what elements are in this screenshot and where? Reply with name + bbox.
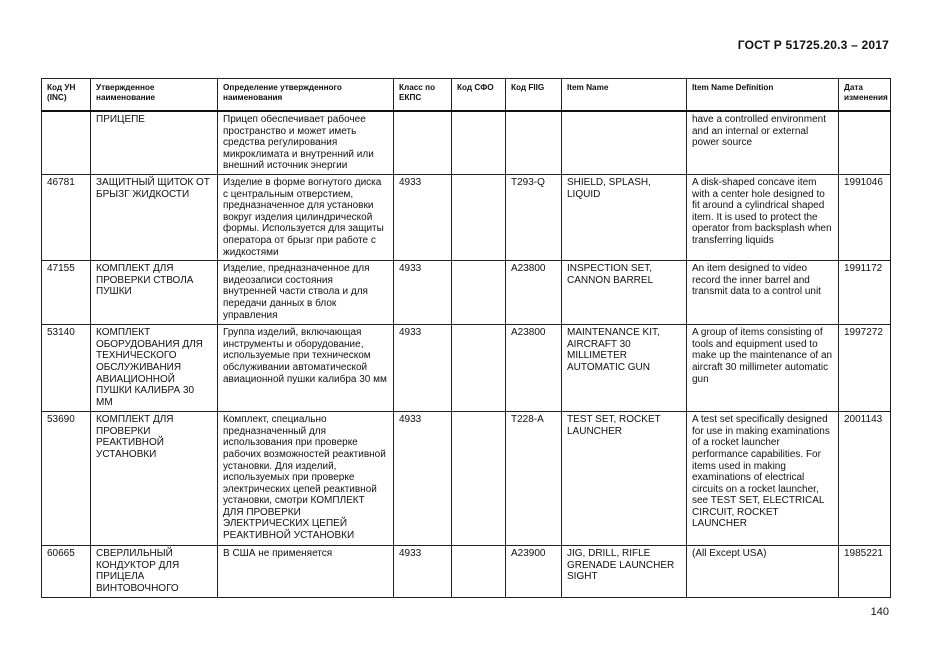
- catalog-table: [41, 78, 891, 598]
- table-row: [42, 546, 891, 597]
- cell-item-name: [562, 111, 687, 174]
- cell-item-definition: A group of items consisting of tools and equipment used to make up the maintenance of an aircraft 30 millimeter automatic gun: [687, 325, 839, 412]
- cell-fiig: A23900: [506, 546, 562, 597]
- cell-name: СВЕРЛИЛЬНЫЙ КОНДУКТОР ДЛЯ ПРИЦЕЛА ВИНТОВОЧНОГО: [91, 546, 218, 597]
- cell-item-definition: have a controlled environment and an internal or external power source: [687, 111, 839, 174]
- cell-item-name: SHIELD, SPLASH, LIQUID: [562, 174, 687, 260]
- cell-item-definition: An item designed to video record the inner barrel and transmit data to a control unit: [687, 261, 839, 325]
- cell-sfo: [452, 412, 506, 546]
- table-row: [42, 174, 891, 260]
- cell-item-name: INSPECTION SET, CANNON BARREL: [562, 261, 687, 325]
- cell-name: КОМПЛЕКТ ДЛЯ ПРОВЕРКИ СТВОЛА ПУШКИ: [91, 261, 218, 325]
- table-row: [42, 261, 891, 325]
- cell-fiig: [506, 111, 562, 174]
- cell-name: КОМПЛЕКТ ДЛЯ ПРОВЕРКИ РЕАКТИВНОЙ УСТАНОВКИ: [91, 412, 218, 546]
- header-item-name: Item Name: [562, 79, 687, 112]
- cell-definition: Изделие, предназначенное для видеозаписи состояния внутренней части ствола и для передачи данных в блок управления: [218, 261, 394, 325]
- cell-date: 1985221: [839, 546, 891, 597]
- header-class: Класс по ЕКПС: [394, 79, 452, 112]
- table-header-row: [42, 79, 891, 112]
- table-row: [42, 325, 891, 412]
- header-sfo: Код СФО: [452, 79, 506, 112]
- cell-name: ПРИЦЕПЕ: [91, 111, 218, 174]
- cell-fiig: A23800: [506, 261, 562, 325]
- table-row: [42, 412, 891, 546]
- cell-definition: Комплект, специально предназначенный для использования при проверке рабочих возможностей реактивной установки. Для изделий, используемых при проверке электрических цепей реактивной установки, смотри КОМПЛЕКТ ДЛЯ ПРОВЕРКИ ЭЛЕКТРИЧЕСКИХ ЦЕПЕЙ РЕАКТИВНОЙ УСТАНОВКИ: [218, 412, 394, 546]
- cell-definition: Прицеп обеспечивает рабочее пространство и может иметь средства регулирования микроклимата и внутренний или внешний источник энергии: [218, 111, 394, 174]
- cell-definition: В США не применяется: [218, 546, 394, 597]
- cell-inc: [42, 111, 91, 174]
- cell-date: [839, 111, 891, 174]
- cell-item-name: JIG, DRILL, RIFLE GRENADE LAUNCHER SIGHT: [562, 546, 687, 597]
- cell-class: 4933: [394, 261, 452, 325]
- cell-sfo: [452, 325, 506, 412]
- header-fiig: Код FIIG: [506, 79, 562, 112]
- cell-item-definition: A disk-shaped concave item with a center hole designed to fit around a cylindrical shaped item. It is used to protect the operator from backsplash when transferring liquids: [687, 174, 839, 260]
- cell-class: 4933: [394, 174, 452, 260]
- cell-name: ЗАЩИТНЫЙ ЩИТОК ОТ БРЫЗГ ЖИДКОСТИ: [91, 174, 218, 260]
- header-inc: Код УН (INC): [42, 79, 91, 112]
- cell-fiig: A23800: [506, 325, 562, 412]
- cell-class: 4933: [394, 412, 452, 546]
- cell-inc: 53690: [42, 412, 91, 546]
- cell-definition: Группа изделий, включающая инструменты и оборудование, используемые при техническом обслуживании автоматической авиационной пушки калибра 30 мм: [218, 325, 394, 412]
- cell-class: [394, 111, 452, 174]
- standard-code: ГОСТ Р 51725.20.3 – 2017: [737, 38, 889, 52]
- cell-inc: 47155: [42, 261, 91, 325]
- cell-name: КОМПЛЕКТ ОБОРУДОВАНИЯ ДЛЯ ТЕХНИЧЕСКОГО ОБСЛУЖИВАНИЯ АВИАЦИОННОЙ ПУШКИ КАЛИБРА 30 ММ: [91, 325, 218, 412]
- table-row: [42, 111, 891, 174]
- cell-item-definition: A test set specifically designed for use in making examinations of a rocket launcher performance capabilities. For items used in making examinations of electrical circuits on a rocket launcher, see TEST SET, ELECTRICAL CIRCUIT, ROCKET LAUNCHER: [687, 412, 839, 546]
- cell-sfo: [452, 261, 506, 325]
- cell-date: 1991046: [839, 174, 891, 260]
- cell-class: 4933: [394, 546, 452, 597]
- cell-inc: 53140: [42, 325, 91, 412]
- cell-item-name: TEST SET, ROCKET LAUNCHER: [562, 412, 687, 546]
- header-item-definition: Item Name Definition: [687, 79, 839, 112]
- cell-fiig: T293-Q: [506, 174, 562, 260]
- cell-sfo: [452, 174, 506, 260]
- cell-item-definition: (All Except USA): [687, 546, 839, 597]
- header-date: Дата изменения: [839, 79, 891, 112]
- cell-date: 2001143: [839, 412, 891, 546]
- header-approved-name: Утвержденное наименование: [91, 79, 218, 112]
- cell-inc: 60665: [42, 546, 91, 597]
- cell-class: 4933: [394, 325, 452, 412]
- cell-sfo: [452, 111, 506, 174]
- cell-fiig: T228-A: [506, 412, 562, 546]
- page-number: 140: [870, 606, 889, 618]
- cell-item-name: MAINTENANCE KIT, AIRCRAFT 30 MILLIMETER AUTOMATIC GUN: [562, 325, 687, 412]
- cell-sfo: [452, 546, 506, 597]
- cell-definition: Изделие в форме вогнутого диска с центральным отверстием, предназначенное для установки вокруг изделия цилиндрической формы. Используется для защиты оператора от брызг при работе с жидкостями: [218, 174, 394, 260]
- cell-date: 1991172: [839, 261, 891, 325]
- cell-date: 1997272: [839, 325, 891, 412]
- cell-inc: 46781: [42, 174, 91, 260]
- header-definition: Определение утвержденного наименования: [218, 79, 394, 112]
